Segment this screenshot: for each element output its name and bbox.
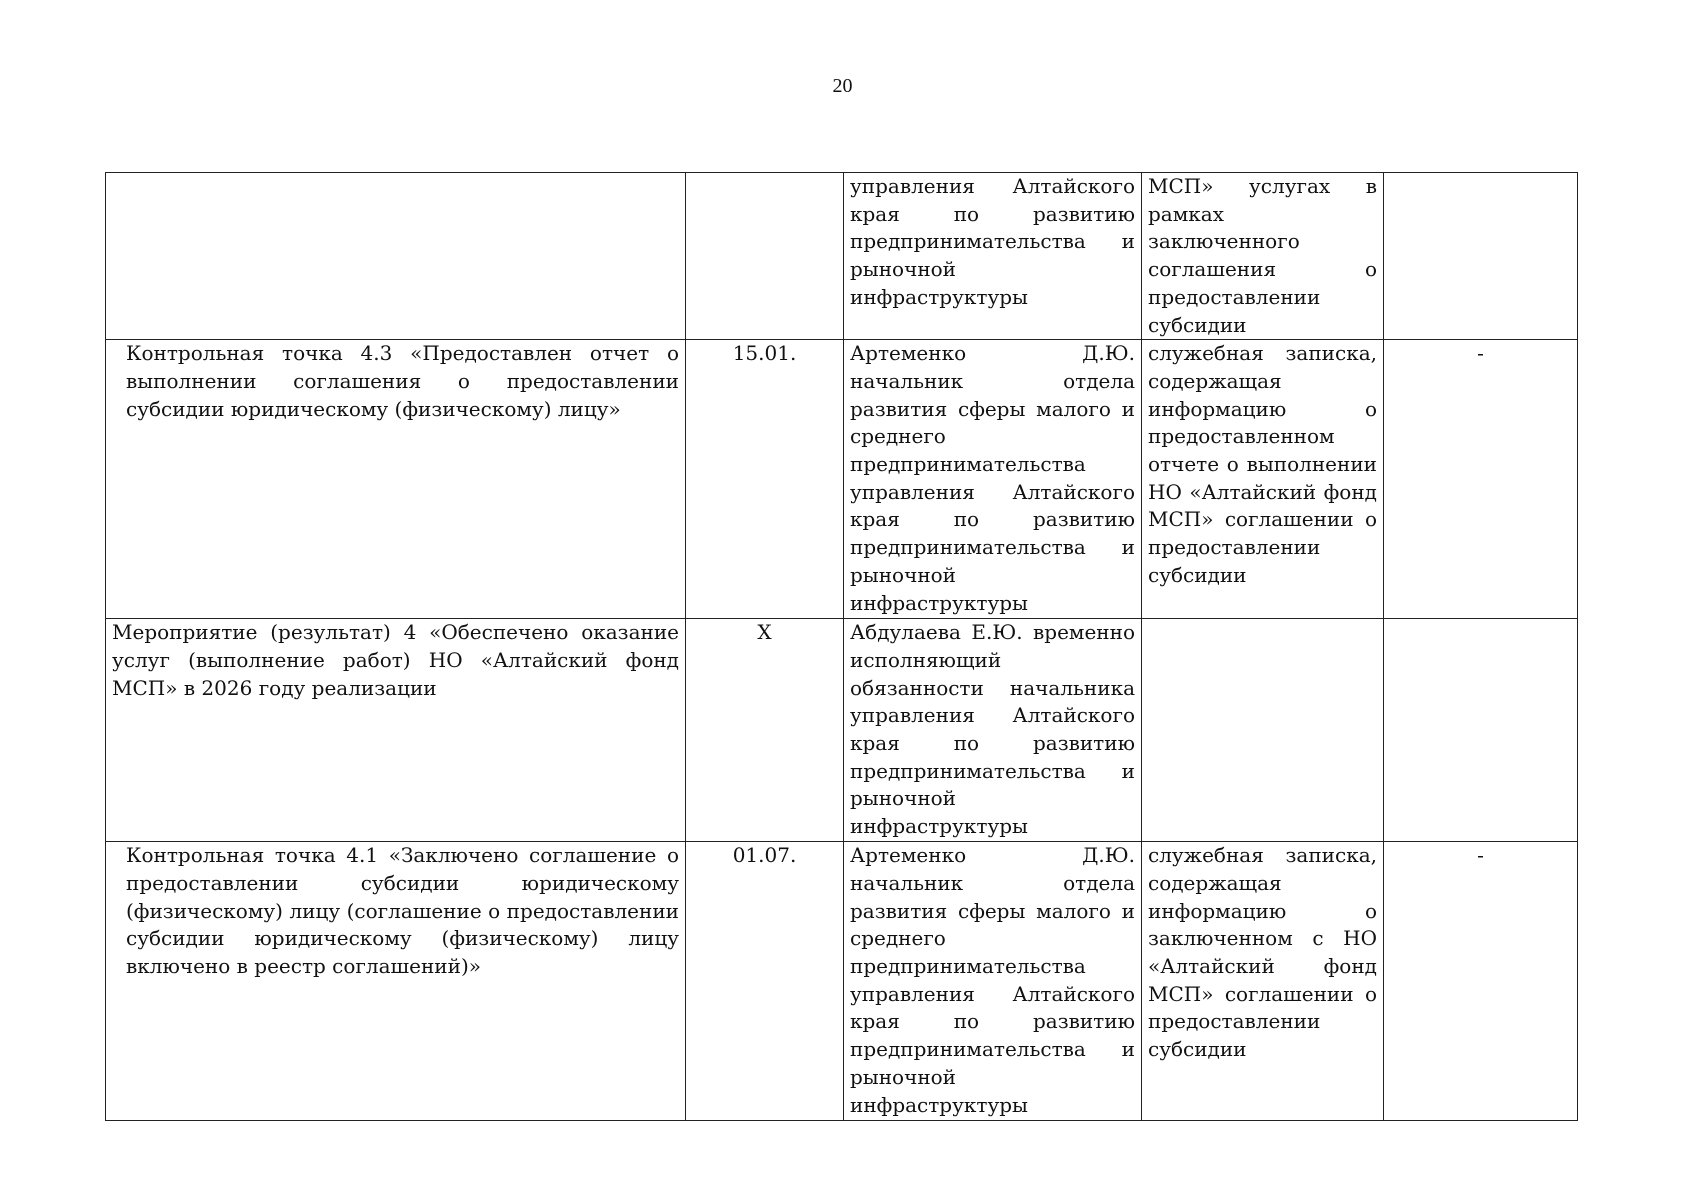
table-row	[106, 619, 1578, 842]
cell-line: инфраструктуры	[850, 1092, 1028, 1117]
cell-line: развития сферы малого и	[850, 898, 1135, 923]
responsible-cell	[844, 173, 1142, 340]
responsible-cell	[844, 842, 1142, 1121]
cell-line: среднего	[850, 926, 946, 951]
cell-line: среднего	[850, 424, 946, 449]
cell-line: края по развитию	[850, 1009, 1135, 1034]
cell-line: Артеменко Д.Ю.	[850, 843, 1135, 868]
cell-line: МСП» соглашении о	[1148, 981, 1377, 1006]
cell-line: содержащая	[1148, 368, 1282, 393]
event-name-cell	[106, 173, 686, 340]
deadline-cell	[686, 173, 844, 340]
cell-line: заключенном с НО	[1148, 926, 1377, 951]
control-points-table	[105, 172, 1578, 1121]
cell-line: соглашения о	[1148, 257, 1377, 282]
cell-line: рыночной	[850, 257, 957, 282]
document-cell	[1142, 173, 1384, 340]
document-cell	[1142, 340, 1384, 619]
cell-line: предпринимательства и	[850, 535, 1135, 560]
mark-cell	[1384, 619, 1578, 842]
cell-line: предоставлении	[1148, 1009, 1321, 1034]
cell-line: информацию о	[1148, 898, 1377, 923]
deadline-cell: X	[686, 619, 844, 842]
cell-line: предпринимательства	[850, 954, 1086, 979]
cell-line: рыночной	[850, 562, 957, 587]
page-number: 20	[832, 75, 853, 97]
cell-line: служебная записка,	[1148, 341, 1377, 366]
cell-line: субсидии	[1148, 312, 1247, 337]
control-point-name-cell: Контрольная точка 4.1 «Заключено соглашение о предоставлении субсидии юридическому (физическому) лицу (соглашение о предоставлении субсидии юридическому (физическому) лицу включено в реестр соглашений)»	[106, 842, 686, 1121]
cell-line: МСП» услугах в	[1148, 174, 1377, 198]
cell-line: начальник отдела	[850, 870, 1135, 895]
document-cell	[1142, 619, 1384, 842]
cell-line: управления Алтайского	[850, 479, 1135, 504]
table-row	[106, 173, 1578, 340]
cell-line: предоставлении	[1148, 535, 1321, 560]
cell-line: управления Алтайского	[850, 703, 1135, 728]
document-cell	[1142, 842, 1384, 1121]
cell-line: управления Алтайского	[850, 174, 1135, 198]
cell-line: рыночной	[850, 786, 957, 811]
table-row	[106, 340, 1578, 619]
cell-line: информацию о	[1148, 396, 1377, 421]
cell-line: инфраструктуры	[850, 814, 1028, 839]
event-name-cell: Мероприятие (результат) 4 «Обеспечено оказание услуг (выполнение работ) НО «Алтайский фонд МСП» в 2026 году реализации	[106, 619, 686, 842]
cell-line: развития сферы малого и	[850, 396, 1135, 421]
cell-line: управления Алтайского	[850, 981, 1135, 1006]
mark-cell: -	[1384, 340, 1578, 619]
responsible-cell	[844, 619, 1142, 842]
table-row	[106, 842, 1578, 1121]
cell-line: НО «Алтайский фонд	[1148, 479, 1377, 504]
cell-line: Абдулаева Е.Ю. временно	[850, 620, 1135, 645]
cell-line: инфраструктуры	[850, 284, 1028, 309]
cell-line: субсидии	[1148, 1037, 1247, 1062]
deadline-cell: 15.01.	[686, 340, 844, 619]
cell-line: предоставлении	[1148, 284, 1321, 309]
cell-line: содержащая	[1148, 870, 1282, 895]
cell-line: исполняющий	[850, 647, 1002, 672]
cell-line: рамках заключенного	[1148, 201, 1300, 254]
cell-line: «Алтайский фонд	[1148, 954, 1377, 979]
cell-line: инфраструктуры	[850, 590, 1028, 615]
cell-line: Артеменко Д.Ю.	[850, 341, 1135, 366]
cell-line: субсидии	[1148, 562, 1247, 587]
cell-line: предпринимательства и	[850, 758, 1135, 783]
control-point-name-cell: Контрольная точка 4.3 «Предоставлен отчет о выполнении соглашения о предоставлении субсидии юридическому (физическому) лицу»	[106, 340, 686, 619]
cell-line: начальник отдела	[850, 368, 1135, 393]
mark-cell: -	[1384, 842, 1578, 1121]
cell-line: рыночной	[850, 1064, 957, 1089]
cell-line: края по развитию	[850, 507, 1135, 532]
cell-line: отчете о выполнении	[1148, 452, 1377, 477]
cell-line: предоставленном	[1148, 424, 1335, 449]
cell-line: МСП» соглашении о	[1148, 507, 1377, 532]
cell-line: предпринимательства и	[850, 229, 1135, 254]
cell-line: края по развитию	[850, 731, 1135, 756]
cell-line: предпринимательства	[850, 452, 1086, 477]
responsible-cell	[844, 340, 1142, 619]
mark-cell	[1384, 173, 1578, 340]
cell-line: предпринимательства и	[850, 1037, 1135, 1062]
cell-line: края по развитию	[850, 201, 1135, 226]
cell-line: служебная записка,	[1148, 843, 1377, 868]
deadline-cell: 01.07.	[686, 842, 844, 1121]
cell-line: обязанности начальника	[850, 675, 1135, 700]
